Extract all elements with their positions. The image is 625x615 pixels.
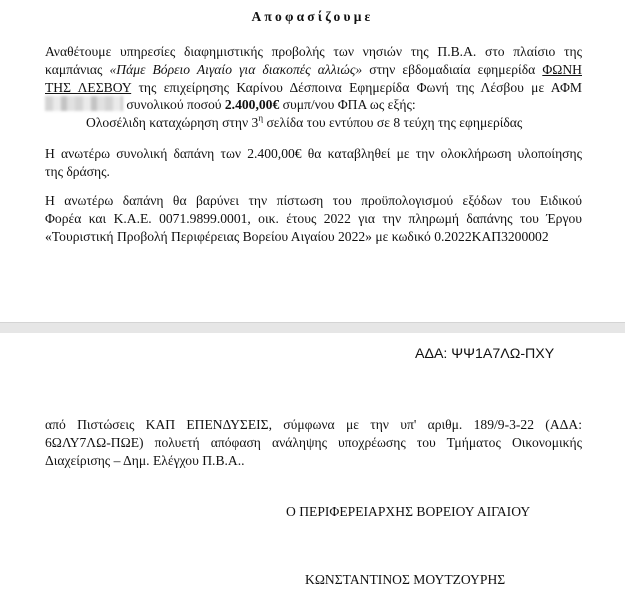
p1-line-5 — [86, 114, 522, 132]
p3-line-2: Φορέα και Κ.Α.Ε. 0071.9899.0001, οικ. έτους 2022 για την πληρωμή δαπάνης του Έργου — [45, 211, 582, 226]
p1-line-2-middle: στην εβδομαδιαία εφημερίδα — [362, 62, 543, 77]
redacted-vat-number — [45, 96, 123, 111]
campaign-name: «Πάμε Βόρειο Αιγαίο για διακοπές αλλιώς» — [109, 62, 363, 77]
decision-heading: Αποφασίζουμε — [251, 9, 374, 24]
p1-line-5-prefix: Ολοσέλιδη καταχώρηση στην 3 — [86, 115, 259, 130]
p1-line-2-prefix: καμπάνιας — [45, 62, 110, 77]
signature-title: Ο ΠΕΡΙΦΕΡΕΙΑΡΧΗΣ ΒΟΡΕΙΟΥ ΑΙΓΑΙΟΥ — [286, 504, 531, 519]
p1-line-4 — [45, 96, 416, 114]
newspaper-name-part-1: ΦΩΝΗ — [542, 62, 582, 77]
p2-line-2: της δράσης. — [45, 164, 110, 179]
p1-line-1: Αναθέτουμε υπηρεσίες διαφημιστικής προβολής των νησιών της Π.Β.Α. στο πλαίσιο της — [45, 44, 582, 59]
p4-line-2: 6ΩΛΥ7ΛΩ-ΠΩΕ) πολυετή απόφαση ανάληψης υποχρέωσης του Τμήματος Οικονομικής — [45, 435, 582, 450]
p1-line-5-suffix: σελίδα του εντύπου σε 8 τεύχη της εφημερίδας — [263, 115, 523, 130]
ordinal-superscript: η — [258, 113, 264, 123]
total-amount: 2.400,00€ — [224, 97, 280, 112]
p1-line-3 — [45, 79, 582, 97]
p1-line-4-suffix: συμπ/νου ΦΠΑ ως εξής: — [279, 97, 416, 112]
p1-line-3-rest: της επιχείρησης Καρίνου Δέσποινα Εφημερίδα Φωνή της Λέσβου με ΑΦΜ — [131, 80, 582, 95]
p3-line-3: «Τουριστική Προβολή Περιφέρειας Βορείου Αιγαίου 2022» με κωδικό 0.2022ΚΑΠ3200002 — [45, 229, 549, 244]
p3-line-1: Η ανωτέρω δαπάνη θα βαρύνει την πίστωση του προϋπολογισμού εξόδων του Ειδικού — [45, 193, 582, 208]
p1-line-2 — [45, 61, 582, 79]
p2-line-1: Η ανωτέρω συνολική δαπάνη των 2.400,00€ θα καταβληθεί με την ολοκλήρωση υλοποίησης — [45, 146, 582, 161]
document-page-2 — [0, 333, 625, 615]
signature-name: ΚΩΝΣΤΑΝΤΙΝΟΣ ΜΟΥΤΖΟΥΡΗΣ — [305, 572, 506, 587]
newspaper-name-part-2: ΤΗΣ ΛΕΣΒΟΥ — [45, 80, 132, 95]
p4-line-3: Διαχείρισης – Δημ. Ελέγχου Π.Β.Α.. — [45, 453, 245, 468]
p1-line-4-prefix: συνολικού ποσού — [123, 97, 225, 112]
p4-line-1: από Πιστώσεις ΚΑΠ ΕΠΕΝΔΥΣΕΙΣ, σύμφωνα με την υπ' αριθμ. 189/9-3-22 (ΑΔΑ: — [45, 417, 582, 432]
ada-code: ΑΔΑ: ΨΨ1Α7ΛΩ-ΠΧΥ — [415, 346, 555, 362]
